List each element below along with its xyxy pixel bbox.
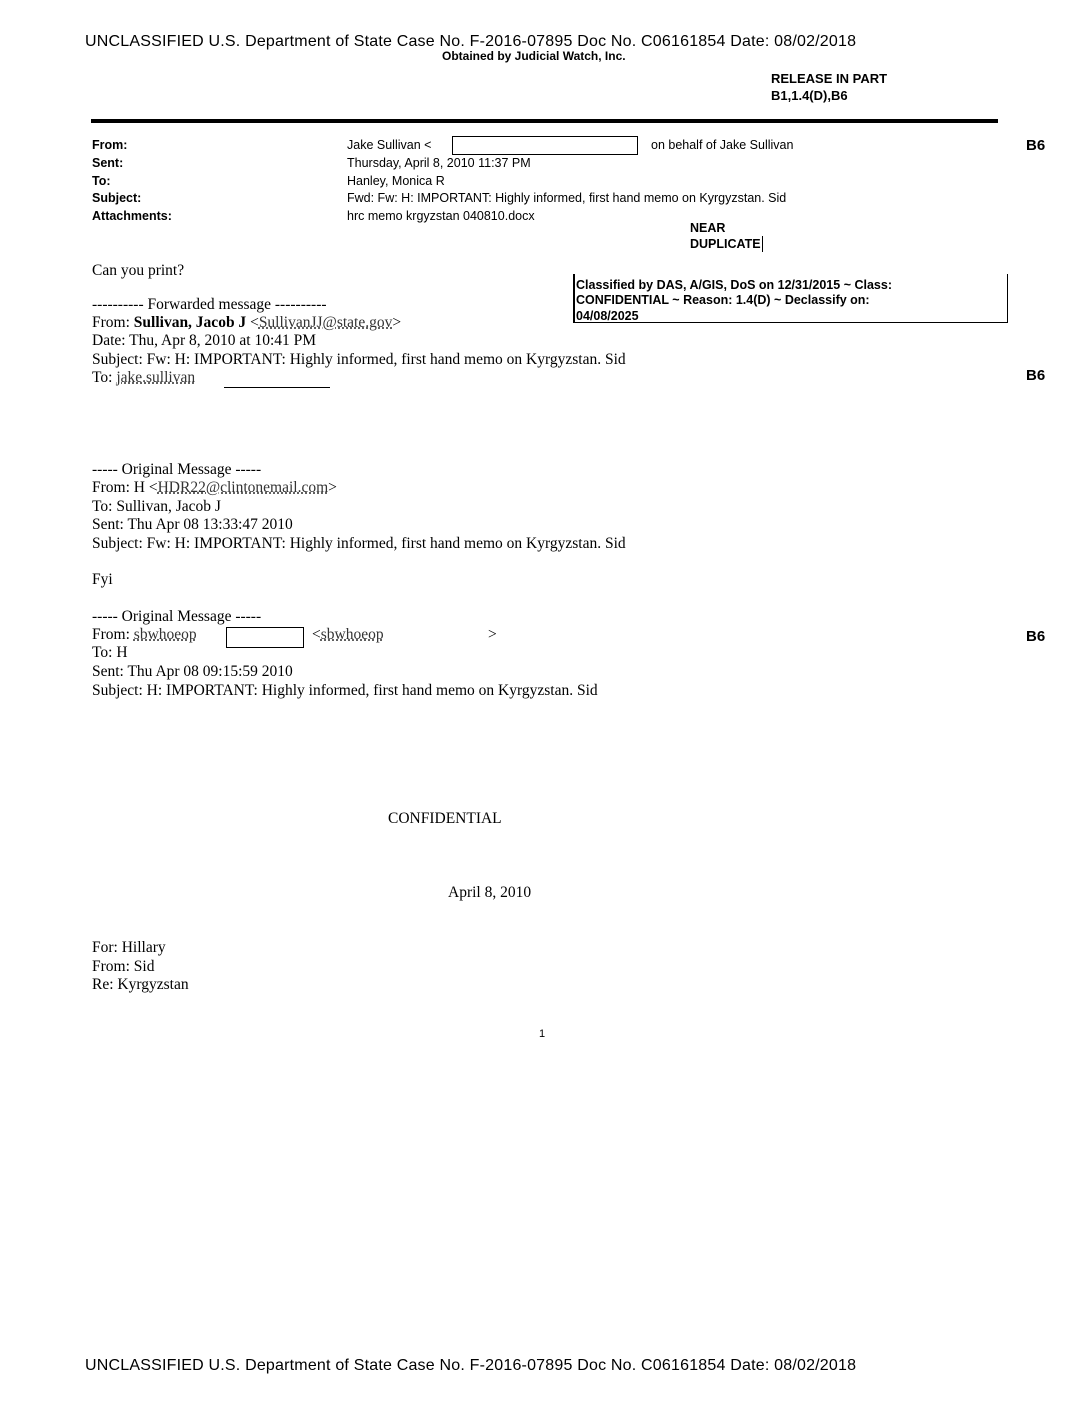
fwd-to-line: [92, 369, 195, 387]
from-value: Jake Sullivan <: [347, 138, 432, 152]
confidential-heading: CONFIDENTIAL: [388, 810, 502, 827]
fwd-subject-line: Subject: Fw: H: IMPORTANT: Highly informed, first hand memo on Kyrgyzstan. Sid: [92, 351, 626, 368]
orig1-subject-line: Subject: Fw: H: IMPORTANT: Highly informed, first hand memo on Kyrgyzstan. Sid: [92, 535, 626, 552]
page-number: 1: [539, 1028, 546, 1040]
can-print-line: Can you print?: [92, 262, 185, 279]
fwd-from-line: From: Sullivan, Jacob J <SullivanJJ@state.gov>: [92, 314, 402, 331]
b6-marker-3: B6: [1026, 628, 1046, 645]
redaction-box: [452, 136, 638, 155]
forwarded-header: ---------- Forwarded message ----------: [92, 296, 327, 313]
attachments-label: Attachments:: [92, 209, 172, 223]
orig2-header: ----- Original Message -----: [92, 608, 262, 625]
header-rule: [91, 119, 998, 123]
orig1-sent-line: Sent: Thu Apr 08 13:33:47 2010: [92, 516, 293, 533]
to-value: Hanley, Monica R: [347, 174, 445, 188]
orig1-header: ----- Original Message -----: [92, 461, 262, 478]
orig2-from-value-2[interactable]: sbwhoeop: [320, 626, 384, 643]
sent-value: Thursday, April 8, 2010 11:37 PM: [347, 156, 531, 170]
orig2-subject-line: Subject: H: IMPORTANT: Highly informed, first hand memo on Kyrgyzstan. Sid: [92, 682, 598, 699]
orig1-from-email-link[interactable]: HDR22@clintonemail.com: [157, 479, 329, 496]
fwd-from-label: From:: [92, 314, 134, 331]
memo-for: For: Hillary: [92, 939, 166, 956]
orig2-from-line: [92, 626, 197, 644]
to-label: To:: [92, 174, 111, 188]
b6-marker-2: B6: [1026, 367, 1046, 384]
b6-marker: B6: [1026, 137, 1046, 154]
attachments-value: hrc memo krgyzstan 040810.docx: [347, 209, 535, 223]
orig2-to-line: To: H: [92, 644, 128, 661]
orig2-from-label: From:: [92, 626, 134, 643]
memo-from: From: Sid: [92, 958, 155, 975]
orig2-from-close: >: [488, 626, 497, 643]
fwd-to-label: To:: [92, 369, 117, 386]
sent-label: Sent:: [92, 156, 124, 170]
fwd-from-email-link[interactable]: SullivanJJ@state.gov: [258, 314, 393, 331]
footer-banner: UNCLASSIFIED U.S. Department of State Case No. F-2016-07895 Doc No. C06161854 Date: 08/02/2018: [85, 1357, 857, 1374]
near-duplicate-line2: DUPLICATE: [690, 237, 761, 251]
near-duplicate-line1: NEAR: [690, 221, 726, 235]
orig2-from-email: <sbwhoeop: [312, 626, 384, 643]
redaction-underline: [224, 371, 330, 388]
classification-line3: 04/08/2025: [576, 309, 639, 323]
classification-line2: CONFIDENTIAL ~ Reason: 1.4(D) ~ Declassify on:: [576, 293, 870, 307]
memo-date: April 8, 2010: [448, 884, 532, 901]
memo-re: Re: Kyrgyzstan: [92, 976, 189, 993]
orig1-from-line: From: H <HDR22@clintonemail.com>: [92, 479, 337, 496]
redaction-box-2: [226, 627, 304, 648]
release-in-part: RELEASE IN PART: [771, 71, 888, 86]
orig2-from-value[interactable]: sbwhoeop: [133, 626, 197, 643]
header-banner: UNCLASSIFIED U.S. Department of State Case No. F-2016-07895 Doc No. C06161854 Date: 08/02/2018: [85, 33, 857, 50]
release-codes: B1,1.4(D),B6: [771, 88, 848, 103]
orig1-to-line: To: Sullivan, Jacob J: [92, 498, 221, 515]
subject-label: Subject:: [92, 191, 142, 205]
obtained-by-line: Obtained by Judicial Watch, Inc.: [442, 49, 626, 63]
orig2-sent-line: Sent: Thu Apr 08 09:15:59 2010: [92, 663, 293, 680]
fwd-date-line: Date: Thu, Apr 8, 2010 at 10:41 PM: [92, 332, 317, 349]
classification-line1: Classified by DAS, A/GIS, DoS on 12/31/2015 ~ Class:: [576, 278, 892, 292]
fwd-from-name: Sullivan, Jacob J: [133, 314, 247, 331]
from-suffix: on behalf of Jake Sullivan: [651, 138, 794, 152]
fyi-line: Fyi: [92, 571, 113, 588]
orig1-from-label: From: H <: [92, 479, 158, 496]
from-label: From:: [92, 138, 128, 152]
subject-value: Fwd: Fw: H: IMPORTANT: Highly informed, first hand memo on Kyrgyzstan. Sid: [347, 191, 787, 205]
fwd-to-value[interactable]: jake.sullivan: [116, 369, 196, 386]
